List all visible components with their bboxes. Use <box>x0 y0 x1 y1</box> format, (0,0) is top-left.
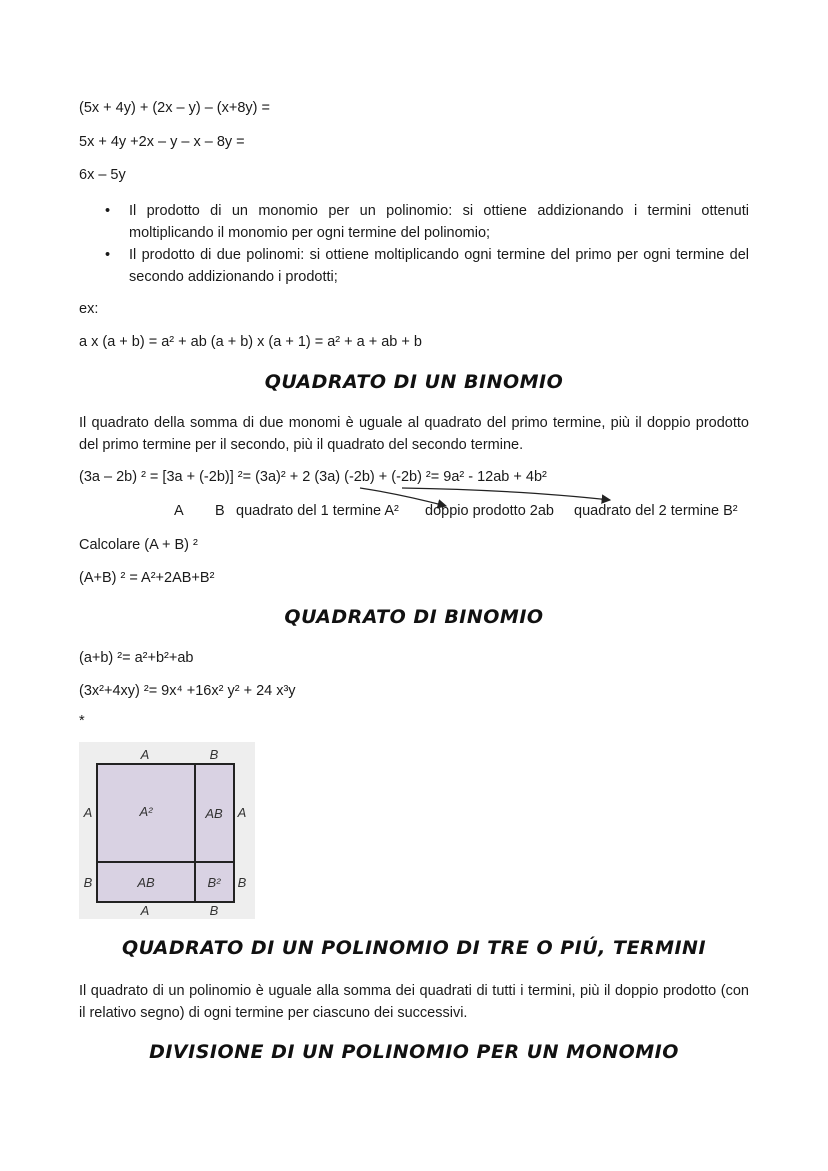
arrow-to-second-square-icon <box>402 488 610 500</box>
binomial-square-diagram <box>79 742 255 919</box>
label-a: A <box>174 503 184 519</box>
right-label-a: A <box>237 805 247 820</box>
ex-line: a x (a + b) = a² + ab (a + b) x (a + 1) = a² + a + ab + b <box>79 334 422 350</box>
bottom-label-b: B <box>209 903 219 918</box>
formula-line: (3a – 2b) ² = [3a + (-2b)] ²= (3a)² + 2 (3a) (-2b) + (-2b) ²= 9a² - 12ab + 4b² <box>79 469 547 485</box>
binomio-line-2: (3x²+4xy) ²= 9x⁴ +16x² y² + 24 x³y <box>79 683 296 699</box>
bullet-text: Il prodotto di un monomio per un polinomio: si ottiene addizionando i termini ottenuti moltiplicando il monomio per ogni termine del polinomio; <box>129 203 749 241</box>
top-label-b: B <box>209 747 219 762</box>
section1-paragraph: Il quadrato della somma di due monomi è uguale al quadrato del primo termine, più il doppio prodotto del primo termine per il secondo, più il quadrato del secondo termine. <box>79 415 749 453</box>
cell-label-ab-bottom: AB <box>137 875 155 890</box>
label-second-square: quadrato del 2 termine B² <box>574 503 738 519</box>
label-double-product: doppio prodotto 2ab <box>425 503 554 519</box>
label-b: B <box>215 503 225 519</box>
result-line: (A+B) ² = A²+2AB+B² <box>79 570 215 586</box>
intro-line-2: 5x + 4y +2x – y – x – 8y = <box>79 134 245 150</box>
bullet-dot-icon: • <box>105 203 111 219</box>
cell-label-a2: A² <box>139 804 153 819</box>
bottom-label-a: A <box>140 903 150 918</box>
cell-label-b2: B² <box>207 875 221 890</box>
binomio-line-1: (a+b) ²= a²+b²+ab <box>79 650 194 666</box>
section-title-polinomio: QUADRATO DI UN POLINOMIO DI TRE O PIÚ, TERMINI <box>121 937 707 959</box>
left-label-b: B <box>83 875 93 890</box>
top-label-a: A <box>140 747 150 762</box>
section-title-quadrato-binomio: QUADRATO DI BINOMIO <box>284 606 544 628</box>
asterisk: * <box>79 713 85 729</box>
left-label-a: A <box>83 805 93 820</box>
intro-line-1: (5x + 4y) + (2x – y) – (x+8y) = <box>79 100 270 116</box>
label-first-square: quadrato del 1 termine A² <box>236 503 399 519</box>
section-title-binomio: QUADRATO DI UN BINOMIO <box>264 371 564 393</box>
cell-label-ab-right: AB <box>205 806 223 821</box>
bullet-dot-icon: • <box>105 247 111 263</box>
intro-line-3: 6x – 5y <box>79 167 126 183</box>
ex-label: ex: <box>79 301 99 317</box>
section3-paragraph: Il quadrato di un polinomio è uguale alla somma dei quadrati di tutti i termini, più il doppio prodotto (con il relativo segno) di ogni termine per ciascuno dei successivi. <box>79 983 749 1021</box>
calc-line: Calcolare (A + B) ² <box>79 537 198 553</box>
bullet-text: Il prodotto di due polinomi: si ottiene moltiplicando ogni termine del primo per ogni termine del secondo addizionando i prodotti; <box>129 247 749 285</box>
section-title-divisione: DIVISIONE DI UN POLINOMIO PER UN MONOMIO <box>149 1041 679 1063</box>
right-label-b: B <box>237 875 247 890</box>
